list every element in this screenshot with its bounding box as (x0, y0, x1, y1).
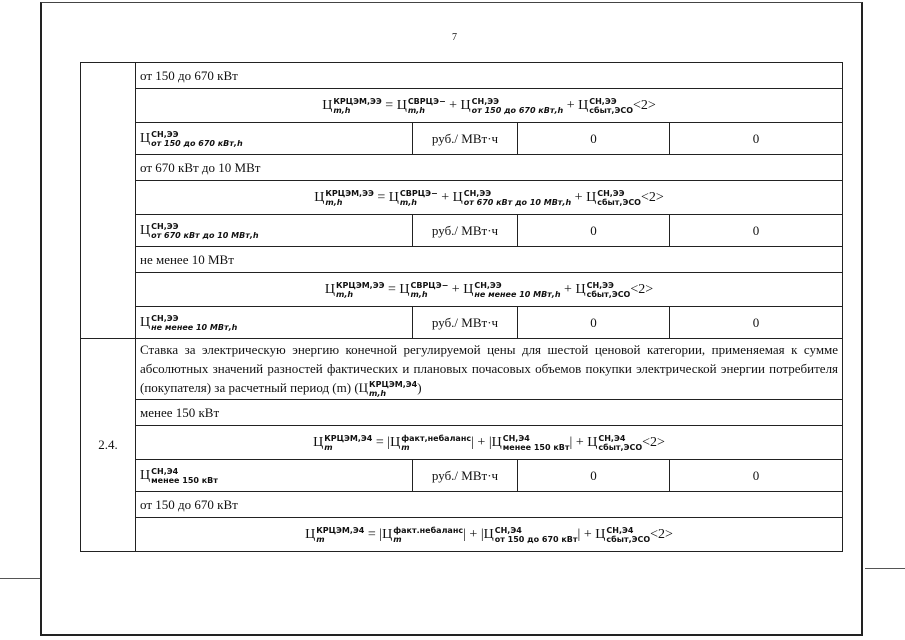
range-label: от 150 до 670 кВт (136, 492, 843, 518)
unit-cell: руб./ МВт·ч (413, 215, 518, 247)
price-formula: Ц КРЦЭМ,ЭЭ m,h = Ц СВРЦЭ− m,h + Ц СН,ЭЭ не менее 10 МВт,h + Ц СН,ЭЭ сбыт,ЭСО <2> (136, 273, 843, 307)
value-cell: 0 (670, 215, 843, 247)
value-cell: 0 (518, 307, 670, 339)
table-row (81, 215, 843, 247)
table-row (81, 400, 843, 426)
value-cell: 0 (670, 307, 843, 339)
value-cell: 0 (518, 215, 670, 247)
value-cell: 0 (518, 123, 670, 155)
item-description: Ставка за электрическую энергию конечной регулируемой цены для шестой ценовой категории, применяемая к сумме абсолютных значений разностей фактических и плановых почасовых объемов покупки электрической энергии потребителя (покупателя) за расчетный период (m) (Ц КРЦЭМ,Э4 m,h ) (136, 339, 843, 400)
unit-cell: руб./ МВт·ч (413, 460, 518, 492)
price-formula: Ц КРЦЭМ,Э4 m = |Ц факт,небаланс m | + |Ц СН,Э4 менее 150 кВт | + Ц СН,Э4 сбыт,ЭСО <2> (136, 426, 843, 460)
item-number: 2.4. (81, 339, 136, 552)
tariff-table (80, 62, 843, 552)
table-row (81, 63, 843, 89)
unit-cell: руб./ МВт·ч (413, 307, 518, 339)
param-symbol: Ц СН,ЭЭ не менее 10 МВт,h (136, 307, 413, 339)
param-symbol: Ц СН,Э4 менее 150 кВт (136, 460, 413, 492)
range-label: менее 150 кВт (136, 400, 843, 426)
item-number-cell (81, 63, 136, 339)
price-formula: Ц КРЦЭМ,ЭЭ m,h = Ц СВРЦЭ− m,h + Ц СН,ЭЭ от 670 кВт до 10 МВт,h + Ц СН,ЭЭ сбыт,ЭСО <2> (136, 181, 843, 215)
table-row (81, 518, 843, 552)
price-formula: Ц КРЦЭМ,ЭЭ m,h = Ц СВРЦЭ− m,h + Ц СН,ЭЭ от 150 до 670 кВт,h + Ц СН,ЭЭ сбыт,ЭСО <2> (136, 89, 843, 123)
value-cell: 0 (518, 460, 670, 492)
edge-mark-left (0, 578, 40, 579)
table-row (81, 339, 843, 400)
param-symbol: Ц СН,ЭЭ от 670 кВт до 10 МВт,h (136, 215, 413, 247)
value-cell: 0 (670, 460, 843, 492)
price-formula: Ц КРЦЭМ,Э4 m = |Ц факт.небаланс m | + |Ц СН,Э4 от 150 до 670 кВт | + Ц СН,Э4 сбыт,ЭСО <2> (136, 518, 843, 552)
table-row (81, 247, 843, 273)
unit-cell: руб./ МВт·ч (413, 123, 518, 155)
table-row (81, 307, 843, 339)
range-label: от 150 до 670 кВт (136, 63, 843, 89)
table-row (81, 123, 843, 155)
edge-mark-right (865, 568, 905, 569)
page-number: 7 (452, 32, 457, 43)
range-label: не менее 10 МВт (136, 247, 843, 273)
range-label: от 670 кВт до 10 МВт (136, 155, 843, 181)
table-row (81, 89, 843, 123)
table-row (81, 155, 843, 181)
table-row (81, 492, 843, 518)
table-row (81, 426, 843, 460)
table-row (81, 273, 843, 307)
param-symbol: Ц СН,ЭЭ от 150 до 670 кВт,h (136, 123, 413, 155)
table-row (81, 181, 843, 215)
value-cell: 0 (670, 123, 843, 155)
table-row (81, 460, 843, 492)
